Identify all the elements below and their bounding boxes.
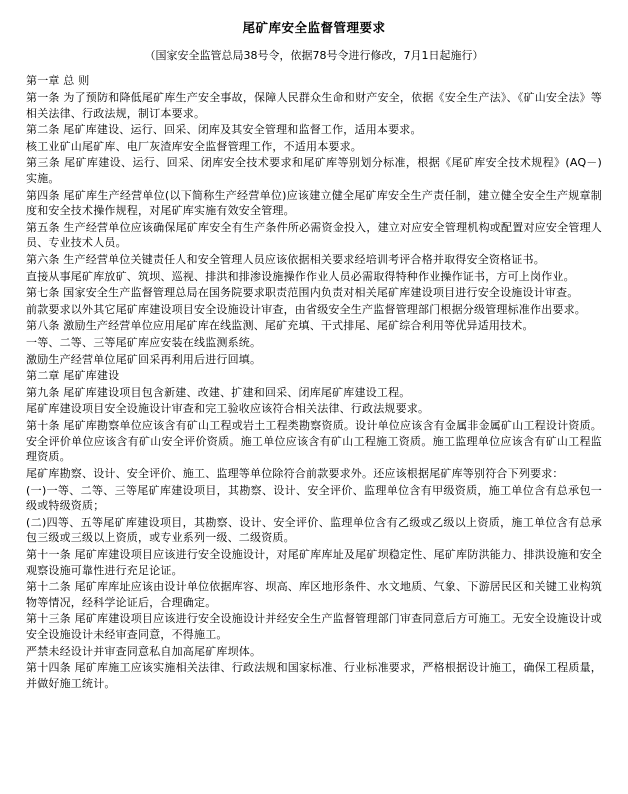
paragraph: 第十二条 尾矿库库址应该由设计单位依据库容、坝高、库区地形条件、水文地质、气象、下游居民区和关键工业构筑物等情况，经科学论证后，合理确定。 (26, 580, 602, 609)
paragraph: 第一章 总 则 (26, 74, 90, 88)
paragraph: 第六条 生产经营单位关键责任人和安全管理人员应该依据相关要求经培训考评合格并取得安全资格证书。 (26, 253, 545, 266)
paragraph: 第二章 尾矿库建设 (26, 369, 120, 383)
paragraph: (二)四等、五等尾矿库建设项目，其勘察、设计、安全评价、监理单位含有乙级或乙级以上资质，施工单位含有总承包三级或三级以上资质，或专业系列一级、二级资质。 (26, 515, 602, 545)
paragraph: 第三条 尾矿库建设、运行、回采、闭库安全技术要求和尾矿库等别划分标准，根据《尾矿库安全技术规程》(AQ－)实施。 (26, 156, 602, 185)
paragraph: 第十一条 尾矿库建设项目应该进行安全设施设计，对尾矿库库址及尾矿坝稳定性、尾矿库防洪能力、排洪设施和安全观察设施可靠性进行充足论证。 (26, 547, 602, 577)
paragraph: 前款要求以外其它尾矿库建设项目安全设施设计审查，由省级安全生产监督管理部门根据分级管理标准作出要求。 (26, 302, 586, 316)
paragraph: 严禁未经设计并审查同意私自加高尾矿库坝体。 (26, 644, 262, 658)
paragraph: 第五条 生产经营单位应该确保尾矿库安全有生产条件所必需资金投入，建立对应安全管理机构或配置对应安全管理人员、专业技术人员。 (26, 220, 602, 250)
document-body (26, 73, 602, 691)
paragraph: 第八条 激励生产经营单位应用尾矿库在线监测、尾矿充填、干式排尾、尾矿综合利用等优异适用技术。 (26, 319, 534, 333)
paragraph: (一)一等、二等、三等尾矿库建设项目，其勘察、设计、安全评价、监理单位含有甲级资质，施工单位含有总承包一级或特级资质； (26, 483, 602, 513)
paragraph: 第四条 尾矿库生产经营单位(以下简称生产经营单位)应该建立健全尾矿库安全生产责任制，建立健全安全生产规章制度和安全技术操作规程，对尾矿库实施有效安全管理。 (26, 188, 602, 218)
paragraph: 第九条 尾矿库建设项目包含新建、改建、扩建和回采、闭库尾矿库建设工程。 (26, 385, 411, 399)
paragraph: 核工业矿山尾矿库、电厂灰渣库安全监督管理工作，不适用本要求。 (26, 139, 362, 153)
paragraph: 激励生产经营单位尾矿回采再利用后进行回填。 (26, 352, 262, 366)
paragraph: 尾矿库勘察、设计、安全评价、施工、监理等单位除符合前款要求外。还应该根据尾矿库等别符合下列要求： (26, 466, 564, 480)
paragraph: 第十三条 尾矿库建设项目应该进行安全设施设计并经安全生产监督管理部门审查同意后方可施工。无安全设施设计或安全设施设计未经审查同意，不得施工。 (26, 612, 602, 642)
paragraph: 第七条 国家安全生产监督管理总局在国务院要求职责范围内负责对相关尾矿库建设项目进行安全设施设计审查。 (26, 286, 579, 300)
paragraph: 第一条 为了预防和降低尾矿库生产安全事故，保障人民群众生命和财产安全，依据《安全生产法》、《矿山安全法》等相关法律、行政法规，制订本要求。 (26, 90, 602, 120)
paragraph: 第十条 尾矿库勘察单位应该含有矿山工程或岩土工程类勘察资质。设计单位应该含有金属非金属矿山工程设计资质。安全评价单位应该含有矿山安全评价资质。施工单位应该含有矿山工程施工资质。施工监理单位应该含有矿山工程监理资质。 (26, 419, 602, 464)
document-subtitle: （国家安全监管总局38号令，依据78号令进行修改，7月1日起施行） (144, 49, 484, 62)
paragraph: 第二条 尾矿库建设、运行、回采、闭库及其安全管理和监督工作，适用本要求。 (26, 123, 422, 137)
paragraph: 第十四条 尾矿库施工应该实施相关法律、行政法规和国家标准、行业标准要求，严格根据设计施工，确保工程质量，并做好施工统计。 (26, 661, 602, 690)
paragraph: 一等、二等、三等尾矿库应安装在线监测系统。 (26, 336, 262, 350)
paragraph: 尾矿库建设项目安全设施设计审查和完工验收应该符合相关法律、行政法规要求。 (26, 402, 430, 416)
page-title: 尾矿库安全监督管理要求 (242, 20, 386, 35)
paragraph: 直接从事尾矿库放矿、筑坝、巡视、排洪和排渗设施操作作业人员必需取得特种作业操作证书，方可上岗作业。 (26, 269, 575, 283)
